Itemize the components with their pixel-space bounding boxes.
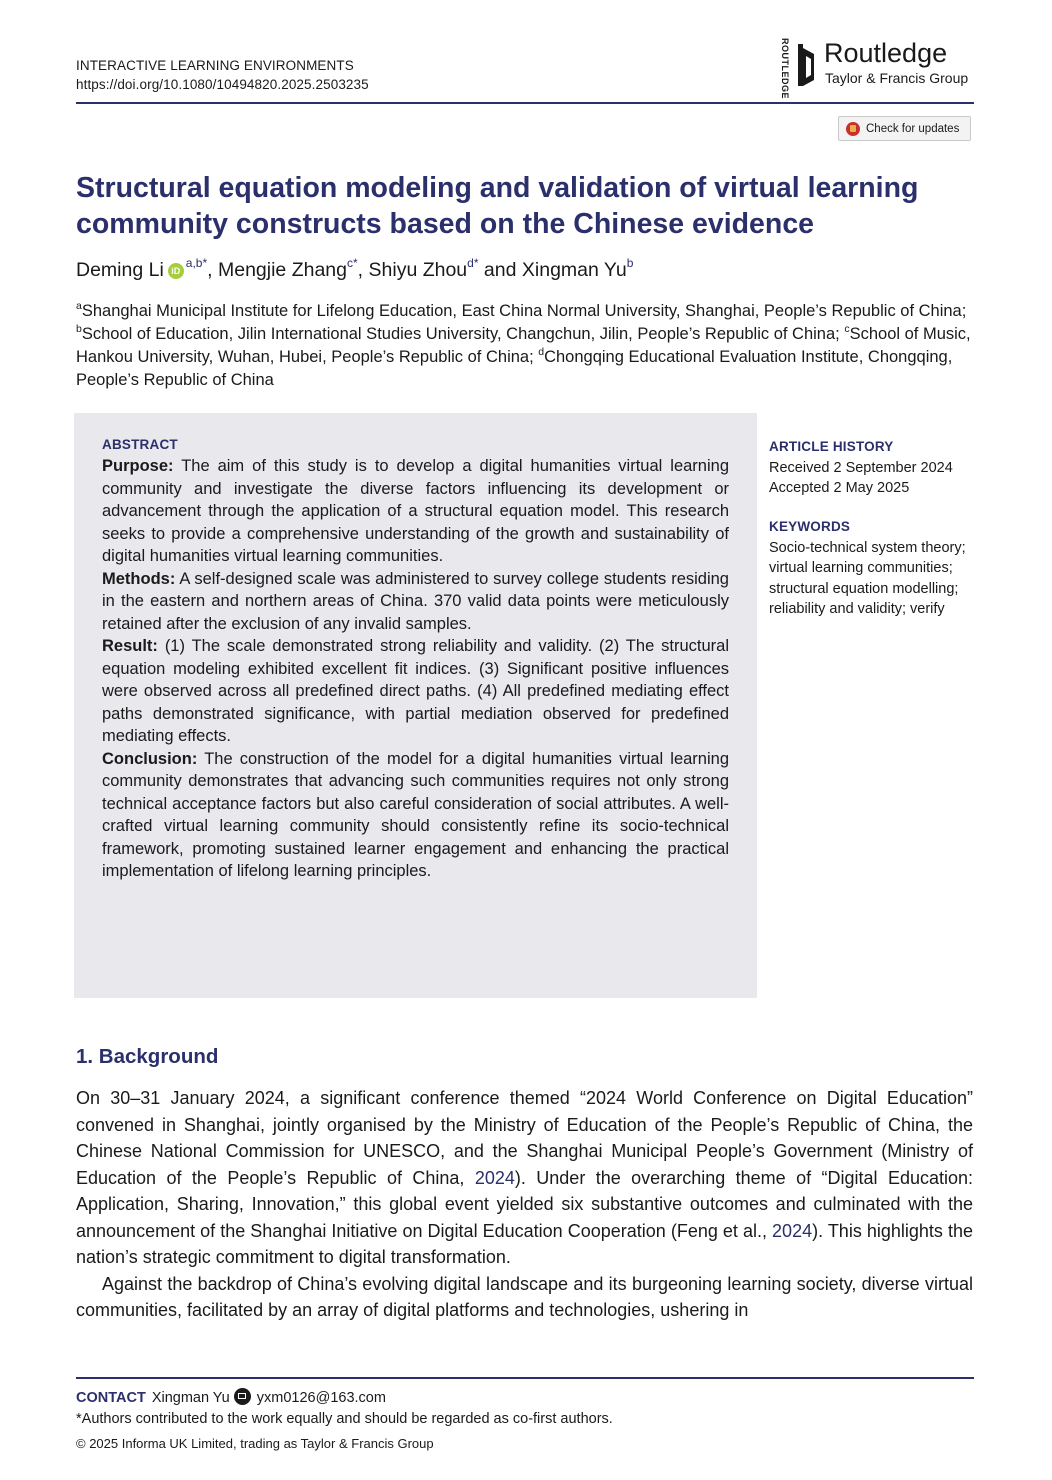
- orcid-icon[interactable]: iD: [168, 263, 184, 279]
- crossmark-icon: [846, 122, 860, 136]
- contact-line: [76, 1388, 386, 1408]
- copyright: © 2025 Informa UK Limited, trading as Taylor & Francis Group: [76, 1436, 434, 1451]
- author-name[interactable]: , Shiyu Zhou: [357, 259, 468, 281]
- result-text: (1) The scale demonstrated strong reliability and validity. (2) The structural equation modeling exhibited excellent fit indices. (3) Significant positive influences were observed across all predefined direct paths. (4) All predefined mediating effect paths demonstrated significance, with partial mediation observed for predefined mediating effects.: [102, 637, 729, 745]
- check-for-updates-button[interactable]: [838, 116, 971, 141]
- author-affil-sup[interactable]: b: [626, 256, 634, 270]
- abstract-result: [102, 635, 729, 748]
- affil-text: School of Education, Jilin International Studies University, Changchun, Jilin, People’s Republic of China;: [81, 325, 845, 343]
- logo-subtitle: Taylor & Francis Group: [825, 70, 969, 86]
- affil-sup: a: [76, 300, 82, 312]
- co-first-footnote: *Authors contributed to the work equally and should be regarded as co-first authors.: [76, 1411, 613, 1427]
- contact-label: CONTACT: [76, 1390, 146, 1406]
- author-name[interactable]: and Xingman Yu: [478, 259, 627, 281]
- conclusion-label: Conclusion:: [102, 749, 198, 768]
- logo-vertical-text: ROUTLEDGE: [780, 38, 790, 100]
- author-list: [76, 256, 633, 284]
- affiliations: [76, 300, 978, 392]
- received-date: Received 2 September 2024: [769, 459, 953, 476]
- paragraph-text: On 30–31 January 2024, a significant conference themed “2024 World Conference on Digital Education” convened in Shanghai, jointly organised by the Ministry of Education of the People’s Republic of China, the Chinese National Commission for UNESCO, and the Shanghai Municipal People’s Government (Ministry of Education of the People’s Republic of China,: [76, 1088, 973, 1188]
- footer-rule: [76, 1377, 974, 1379]
- accepted-date: Accepted 2 May 2025: [769, 480, 910, 496]
- author-name[interactable]: , Mengjie Zhang: [207, 259, 347, 281]
- affil-sup: d: [538, 346, 545, 358]
- methods-text: A self-designed scale was administered to survey college students residing in the eastern and northern areas of China. 370 valid data points were meticulously retained after the exclusion of any invalid samples.: [102, 569, 729, 633]
- author-affil-sup[interactable]: a,b: [185, 256, 203, 270]
- paragraph-text: ). Under the overarching theme of “Digital Education: Application, Sharing, Innovation,” this global event yielded six substantive outcomes and culminated with the announcement of the Shanghai Initiative on Digital Education Cooperation (Feng et al.,: [76, 1167, 974, 1241]
- purpose-label: Purpose:: [102, 457, 174, 475]
- affil-text: Chongqing Educational Evaluation Institute, Chongqing, People’s Republic of China: [76, 348, 953, 389]
- author-star[interactable]: *: [353, 256, 358, 270]
- affil-sup: b: [76, 323, 82, 335]
- check-for-updates-label: Check for updates: [866, 122, 960, 135]
- paragraph-1: [76, 1085, 973, 1271]
- journal-header: [76, 56, 369, 94]
- conclusion-text: The construction of the model for a digital humanities virtual learning community demonstrates that advancing such communities requires not only strong technical acceptance factors but also careful consideration of social attributes. A well-crafted virtual learning community should consistently refine its socio-technical framework, promoting sustained learner engagement and enhancing the practical implementation of lifelong learning principles.: [102, 749, 729, 880]
- author-affil-sup[interactable]: d: [467, 256, 474, 270]
- purpose-text: The aim of this study is to develop a digital humanities virtual learning community and investigate the diverse factors influencing its development or advancement through the application of a structural equation model. This research seeks to provide a comprehensive understanding of the growth and sustainability of digital humanities virtual learning communities.: [102, 457, 729, 565]
- author-affil-sup[interactable]: c: [347, 256, 353, 270]
- logo-name: Routledge: [824, 38, 948, 68]
- author-star[interactable]: *: [202, 256, 208, 270]
- keywords-text: Socio-technical system theory; virtual learning communities; structural equation modelling; reliability and validity; verify: [769, 539, 966, 617]
- journal-name: INTERACTIVE LEARNING ENVIRONMENTS: [76, 58, 354, 73]
- paragraph-text: ). This highlights the nation’s strategic commitment to digital transformation.: [76, 1220, 973, 1267]
- author-star[interactable]: *: [473, 256, 479, 270]
- doi-link[interactable]: https://doi.org/10.1080/10494820.2025.2503235: [76, 77, 369, 92]
- affil-text: School of Music, Hankou University, Wuhan, Hubei, People’s Republic of China;: [76, 325, 971, 366]
- abstract-conclusion: [102, 748, 729, 883]
- citation-link[interactable]: 2024: [772, 1220, 813, 1241]
- article-history: [769, 437, 979, 499]
- affil-text: Shanghai Municipal Institute for Lifelong Education, East China Normal University, Shanghai, People’s Republic of China;: [81, 302, 967, 320]
- body-text: [76, 1085, 973, 1324]
- contact-name: Xingman Yu: [151, 1390, 230, 1406]
- keywords: [769, 517, 974, 620]
- header-rule: [76, 102, 974, 104]
- article-history-heading: ARTICLE HISTORY: [769, 439, 894, 454]
- abstract-purpose: [102, 455, 729, 568]
- abstract-text: [102, 455, 729, 883]
- section-heading: 1. Background: [76, 1045, 219, 1068]
- affil-sup: c: [844, 323, 850, 335]
- citation-link[interactable]: 2024: [474, 1167, 515, 1188]
- contact-email[interactable]: yxm0126@163.com: [256, 1390, 386, 1406]
- publisher-logo[interactable]: [776, 38, 976, 100]
- abstract-methods: [102, 568, 729, 636]
- title-line-1: Structural equation modeling and validation of virtual learning: [76, 172, 919, 204]
- abstract-heading: ABSTRACT: [102, 437, 178, 452]
- methods-label: Methods:: [102, 569, 176, 588]
- article-title: [76, 170, 976, 242]
- result-label: Result:: [102, 637, 158, 655]
- paragraph-2: Against the backdrop of China’s evolving digital landscape and its burgeoning learning society, diverse virtual communities, facilitated by an array of digital platforms and technologies, ushering in: [76, 1273, 973, 1320]
- routledge-mark-icon: [794, 42, 818, 88]
- author-name[interactable]: Deming Li: [76, 259, 164, 281]
- title-line-2: community constructs based on the Chinese evidence: [76, 208, 815, 240]
- keywords-heading: KEYWORDS: [769, 519, 851, 534]
- email-icon[interactable]: [234, 1388, 251, 1405]
